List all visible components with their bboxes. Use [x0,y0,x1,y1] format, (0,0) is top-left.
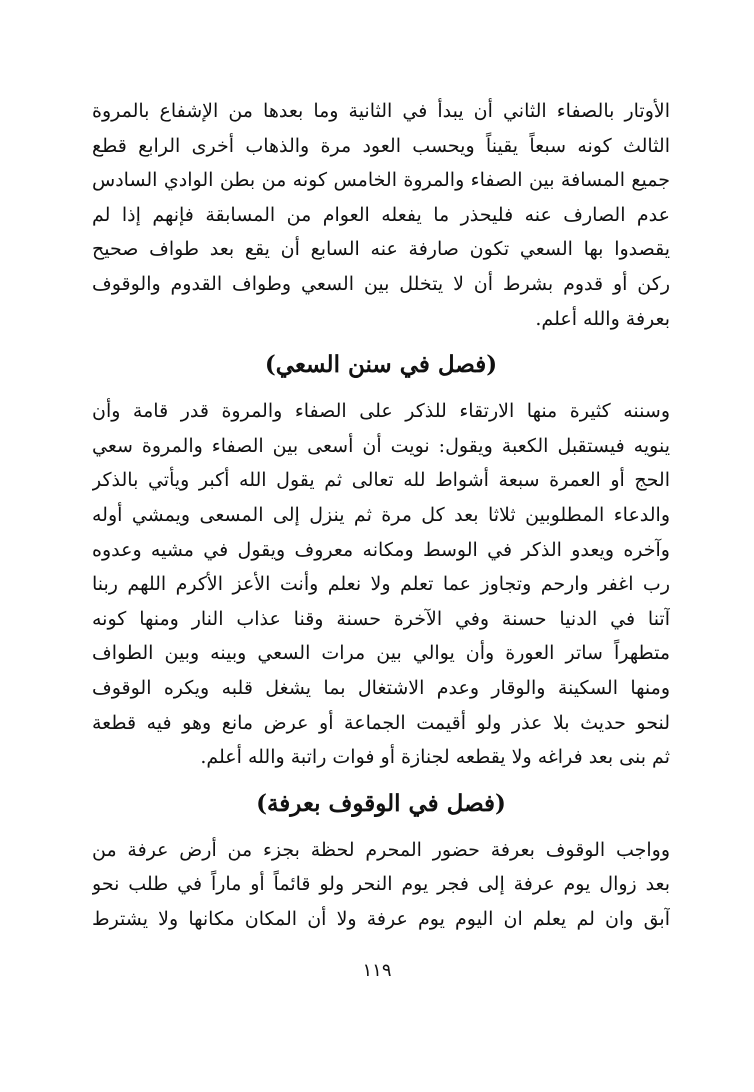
text-line: متطهراً ساتر العورة وأن يوالي بين مرات السعي وبينه وبين الطواف [92,642,670,665]
text-line: بعرفة والله أعلم. [535,307,670,330]
text-line: وسننه كثيرة منها الارتقاء للذكر على الصفاء والمروة قدر قامة وأن [92,400,670,423]
text-line: آتنا في الدنيا حسنة وفي الآخرة حسنة وقنا عذاب النار ومنها كونه [92,607,670,630]
text-line: ومنها السكينة والوقار وعدم الاشتغال بما يشغل قلبه ويكره الوقوف [92,676,670,699]
text-line: لنحو حديث بلا عذر ولو أقيمت الجماعة أو عرض مانع وهو فيه قطعة [92,711,670,734]
text-line: الحج أو العمرة سبعة أشواط لله تعالى ثم يقول الله أكبر ويأتي بالذكر [92,469,670,492]
section-heading: (فصل في الوقوف بعرفة) [256,789,506,817]
page-body [92,94,670,936]
text-line: آبق وان لم يعلم ان اليوم يوم عرفة ولا أن المكان مكانها ولا يشترط [92,907,670,930]
text-line: ثم بنى بعد فراغه ولا يقطعه لجنازة أو فوات راتبة والله أعلم. [200,746,670,769]
text-line: الثالث كونه سبعاً يقيناً ويحسب العود مرة والذهاب أخرى الرابع قطع [92,134,670,157]
section-heading: (فصل في سنن السعي) [264,351,498,379]
text-line: يقصدوا بها السعي تكون صارفة عنه السابع أن يقع بعد طواف صحيح [92,238,670,261]
text-line: والدعاء المطلوبين ثلاثا بعد كل مرة ثم ينزل إلى المسعى ويمشي أوله [92,503,670,526]
text-line: عدم الصارف عنه فليحذر ما يفعله العوام من المسابقة فإنهم إذا لم [92,203,670,226]
section-3 [92,775,670,937]
text-line: جميع المسافة بين الصفاء والمروة الخامس كونه من بطن الوادي السادس [92,169,670,192]
text-line: ركن أو قدوم بشرط أن لا يتخلل بين السعي وطواف القدوم والوقوف [92,272,670,295]
section-2 [92,336,670,775]
text-line: وآخره ويعدو الذكر في الوسط ومكانه معروف ويقول في مشيه وعدوه [92,538,670,561]
text-line: ينويه فيستقبل الكعبة ويقول: نويت أن أسعى بين الصفاء والمروة سعي [92,434,670,457]
text-line: رب اغفر وارحم وتجاوز عما تعلم ولا نعلم وأنت الأعز الأكرم اللهم ربنا [92,573,670,596]
text-line: وواجب الوقوف بعرفة حضور المحرم لحظة بجزء من أرض عرفة من [92,838,670,861]
section-1 [92,94,670,336]
text-line: بعد زوال يوم عرفة إلى فجر يوم النحر ولو قائماً أو ماراً في طلب نحو [92,873,670,896]
page-number: ١١٩ [362,960,392,981]
text-line: الأوتار بالصفاء الثاني أن يبدأ في الثانية وما بعدها من الإشفاع بالمروة [92,100,670,122]
